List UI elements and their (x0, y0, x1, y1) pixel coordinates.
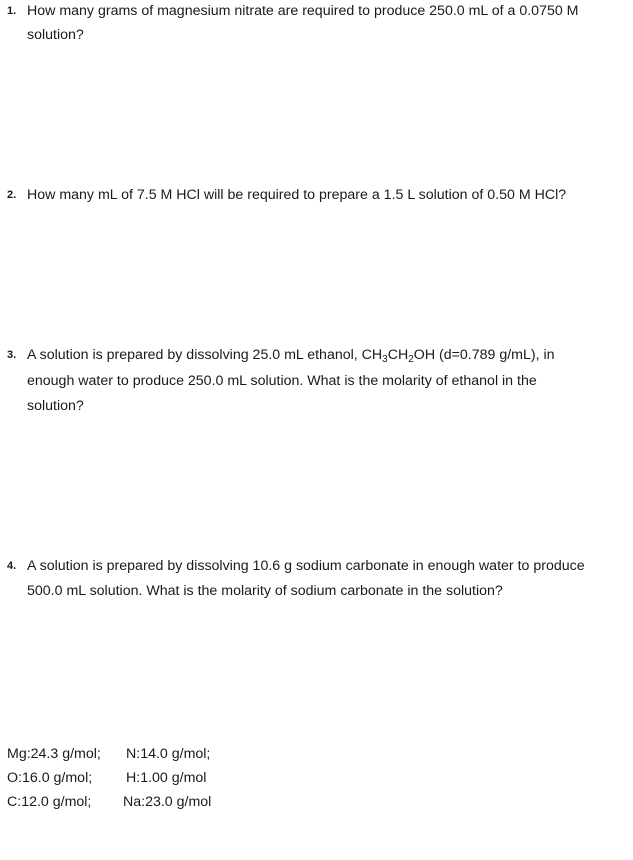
question-number: 4. (7, 560, 17, 572)
question-number: 2. (7, 189, 17, 201)
question-number: 3. (7, 349, 17, 361)
molar-mass-value: N:14.0 g/mol; (126, 746, 211, 762)
text-segment: CH (387, 347, 409, 363)
question-text-line: 500.0 mL solution. What is the molarity of sodium carbonate in the solution? (27, 583, 503, 599)
text-segment: A solution is prepared by dissolving 25.0 mL ethanol, CH (27, 347, 383, 363)
question-text-line: solution? (27, 398, 84, 414)
molar-mass-value: Mg:24.3 g/mol; (7, 746, 101, 762)
question-text-line: How many mL of 7.5 M HCl will be required to prepare a 1.5 L solution of 0.50 M HCl? (27, 187, 567, 203)
text-segment: OH (d=0.789 g/mL), in (413, 347, 555, 363)
subscript: 2 (408, 354, 414, 365)
question-text-line (27, 346, 555, 366)
question-text-line: enough water to produce 250.0 mL solution. What is the molarity of ethanol in the (27, 373, 537, 389)
question-text-line: A solution is prepared by dissolving 10.6 g sodium carbonate in enough water to produce (27, 558, 585, 574)
molar-mass-value: C:12.0 g/mol; (7, 794, 92, 810)
question-number: 1. (7, 5, 17, 17)
subscript: 3 (382, 354, 388, 365)
molar-mass-value: O:16.0 g/mol; (7, 770, 93, 786)
molar-mass-value: Na:23.0 g/mol (123, 794, 212, 810)
question-text-line: solution? (27, 27, 84, 43)
question-text-line: How many grams of magnesium nitrate are required to produce 250.0 mL of a 0.0750 M (27, 3, 579, 19)
molar-mass-value: H:1.00 g/mol (126, 770, 207, 786)
